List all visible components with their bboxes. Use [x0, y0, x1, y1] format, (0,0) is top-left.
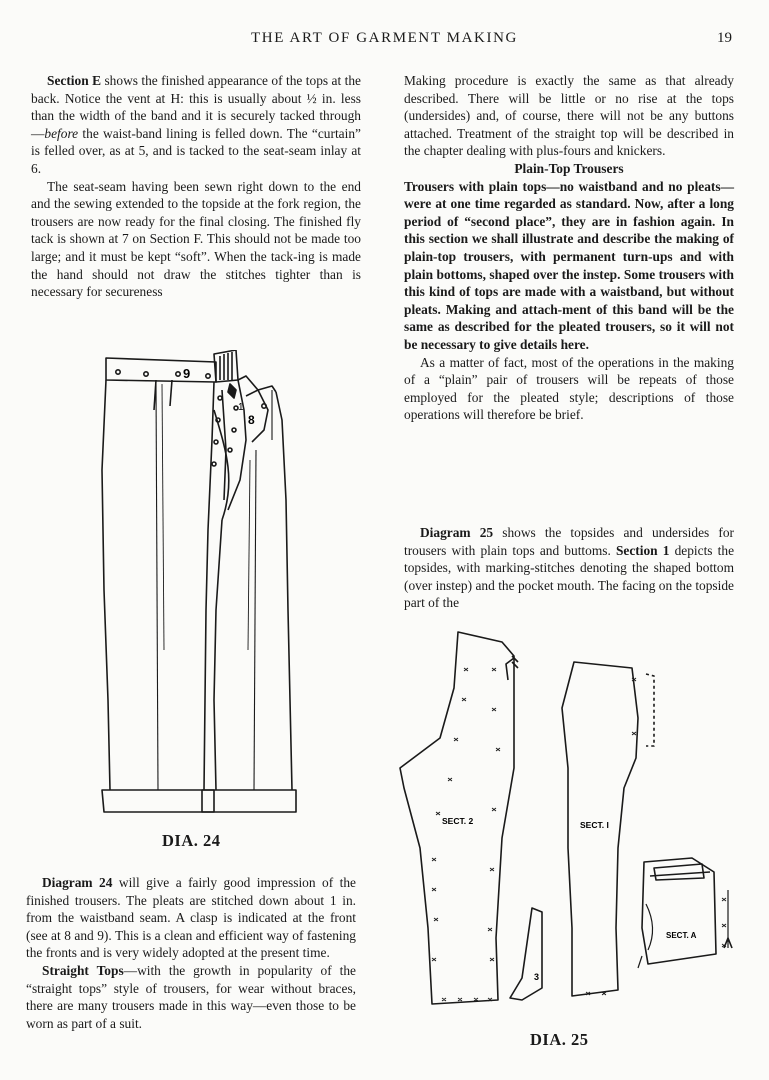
right-leg-outline [276, 392, 292, 790]
section-e-ref: Section E [47, 73, 102, 88]
paragraph: Diagram 24 will give a fairly good impression of the finished trousers. The pleats are stitched down about 1 in. from the waistband seam. A clasp is indicated at the front (see at 8 and 9). This is a clean and efficient way of fastening the fronts and is very widely adopted at the present time. [26, 875, 356, 961]
paragraph: The seat-seam having been sewn right down to the end and the sewing extended to the topside at the fork region, the trousers are now ready for the final closing. The finished fly tack is shown at 7 on Section F. This should not be made too large; and it must be kept “soft”. When the tack-ing is made the hand should not draw the stitches tighter than is necessary for secureness [31, 178, 361, 300]
right-column-mid-text [404, 524, 734, 612]
right-column-top-text [404, 72, 734, 424]
left-leg-outline [102, 380, 110, 790]
left-column-bottom-text [26, 874, 356, 1032]
left-column-top-text [31, 72, 361, 301]
paragraph: Straight Tops—with the growth in popularity of the “straight tops” style of trousers, for wear without braces, there are many trousers made in this way—even those to be worn as part of a suit. [26, 962, 356, 1031]
bold-paragraph: Trousers with plain tops—no waistband and no pleats—were at one time regarded as standard. Now, after a long period of “second place”, they are in fashion again. In this section we shall illustrate and describe the making of plain-top trousers, with permanent turn-ups and with plain bottoms, shaped over the instep. Some trousers with this kind of tops are made with a waistband, but without pleats. Making and attach-ment of this band will be the same as described for the pleated trousers, so it will not be necessary to give details here. [404, 178, 734, 352]
plain-top-trousers-heading: Plain-Top Trousers [514, 160, 624, 176]
paragraph: Section E shows the finished appearance of the tops at the back. Notice the vent at H: this is usually about ½ in. less than the width of the band and it is securely tacked through—before the waist-band lining is felled down. The “curtain” is felled over, as at 5, and is tacked to the seat-seam inlay at 6. [31, 73, 361, 176]
paragraph: Making procedure is exactly the same as that already described. There will be little or no rise at the tops (undersides) and, of course, there will not be any buttons attached. Treatment of the straight top will be described in the chapter dealing with plus-fours and knickers. [404, 73, 734, 159]
label-sect-1: SECT. I [580, 820, 609, 830]
paragraph: Diagram 25 shows the topsides and undersides for trousers with plain tops and buttoms. Section 1 depicts the topsides, with marking-stitches denoting the shaped bottom (over instep) and the pocket mouth. The facing on the topside part of the [404, 525, 735, 611]
diagram-25-caption: DIA. 25 [530, 1030, 589, 1049]
waistband [106, 358, 216, 382]
pattern-diagram-25 [392, 628, 752, 1023]
left-turnup [102, 790, 214, 812]
label-3: 3 [534, 972, 540, 982]
label-9: 9 [183, 366, 191, 381]
label-sect-2: SECT. 2 [442, 816, 474, 826]
section-1-ref: Section 1 [615, 542, 670, 558]
paragraph: As a matter of fact, most of the operations in the making of a “plain” pair of trousers will be repeats of those employed for the pleated style; descriptions of those operations will therefore be brief. [404, 354, 734, 423]
label-sect-a: SECT. A [666, 931, 697, 940]
diagram-24-caption: DIA. 24 [162, 831, 221, 850]
straight-tops-heading: Straight Tops [42, 962, 124, 978]
diagram-25-ref: Diagram 25 [420, 525, 494, 540]
fly-lining [214, 350, 238, 382]
section-3-piece [510, 908, 542, 1000]
right-turnup [202, 790, 296, 812]
running-header: THE ART OF GARMENT MAKING [251, 30, 518, 46]
label-1: 1 [238, 402, 244, 413]
page-number: 19 [717, 30, 732, 46]
label-8: 8 [248, 413, 255, 427]
trousers-diagram-24 [96, 350, 328, 820]
diagram-24-ref: Diagram 24 [42, 875, 113, 890]
